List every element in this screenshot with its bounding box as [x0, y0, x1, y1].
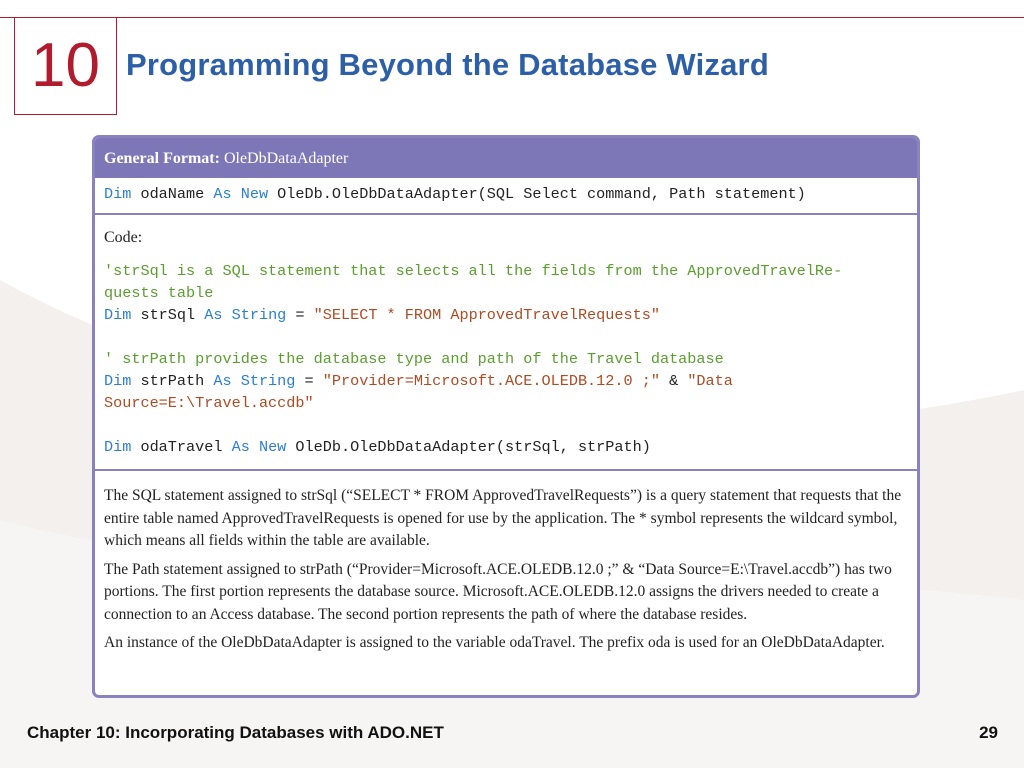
code-comment: quests table	[104, 284, 214, 302]
code-line	[104, 348, 908, 370]
code-line	[104, 326, 908, 348]
code-keyword: As New	[231, 438, 287, 456]
description-paragraph: An instance of the OleDbDataAdapter is assigned to the variable odaTravel. The prefix oda is used for an OleDbDataAdapter.	[104, 634, 885, 651]
code-string: "Provider=Microsoft.ACE.OLEDB.12.0 ;"	[322, 372, 660, 390]
code-keyword: Dim	[104, 438, 132, 456]
top-rule	[0, 17, 1024, 18]
code-line	[104, 414, 908, 436]
code-keyword: As String	[204, 306, 287, 324]
code-string: "Data	[687, 372, 733, 390]
code-text: =	[295, 372, 323, 390]
description-paragraph: The Path statement assigned to strPath (“Provider=Microsoft.ACE.OLEDB.12.0 ;” & “Data Source=E:\Travel.accdb”) has two portions. The first portion represents the database source. Microsoft.ACE.OLEDB.12.0 assigns the drivers needed to create a connection to an Access database. The second portion represents the path of where the database resides.	[104, 560, 892, 623]
code-text: odaName	[131, 185, 214, 203]
code-text: odaTravel	[131, 438, 232, 456]
chapter-number: 10	[31, 31, 100, 100]
code-text: OleDb.OleDbDataAdapter(SQL Select command, Path statement)	[268, 185, 806, 203]
code-text: strSql	[131, 306, 205, 324]
code-line	[104, 436, 908, 458]
code-line	[104, 304, 908, 326]
code-string: Source=E:\Travel.accdb"	[104, 394, 314, 412]
code-text: strPath	[131, 372, 214, 390]
code-keyword: Dim	[104, 185, 132, 203]
code-label: Code:	[104, 229, 143, 246]
panel-header	[95, 138, 917, 178]
footer-chapter-title: Chapter 10: Incorporating Databases with ADO.NET	[27, 723, 444, 742]
code-keyword: As String	[213, 372, 296, 390]
code-text: OleDb.OleDbDataAdapter(strSql, strPath)	[286, 438, 651, 456]
slide-title: Programming Beyond the Database Wizard	[126, 47, 769, 82]
code-keyword: Dim	[104, 306, 132, 324]
description-paragraph: The SQL statement assigned to strSql (“SELECT * FROM ApprovedTravelRequests”) is a query statement that requests that the entire table named ApprovedTravelRequests is opened for use by the application. The * symbol represents the wildcard symbol, which means all fields within the table are available.	[104, 487, 902, 549]
general-format-panel	[92, 135, 920, 698]
code-keyword: As New	[213, 185, 269, 203]
code-comment: 'strSql is a SQL statement that selects all the fields from the ApprovedTravelRe-	[104, 262, 843, 280]
code-line	[104, 282, 908, 304]
page-number: 29	[979, 723, 998, 742]
panel-header-subject: OleDbDataAdapter	[219, 150, 349, 167]
general-format-line	[95, 178, 917, 215]
code-line	[104, 392, 908, 414]
chapter-number-box	[14, 17, 117, 115]
code-string: "SELECT * FROM ApprovedTravelRequests"	[313, 306, 660, 324]
code-keyword: Dim	[104, 372, 132, 390]
description-block	[95, 471, 917, 655]
code-line	[104, 370, 908, 392]
code-text: &	[659, 372, 688, 390]
panel-header-label: General Format:	[104, 150, 220, 167]
code-section	[95, 215, 917, 471]
code-block	[104, 260, 908, 458]
code-line	[104, 260, 908, 282]
code-text: =	[286, 306, 314, 324]
code-comment: ' strPath provides the database type and path of the Travel database	[104, 350, 724, 368]
